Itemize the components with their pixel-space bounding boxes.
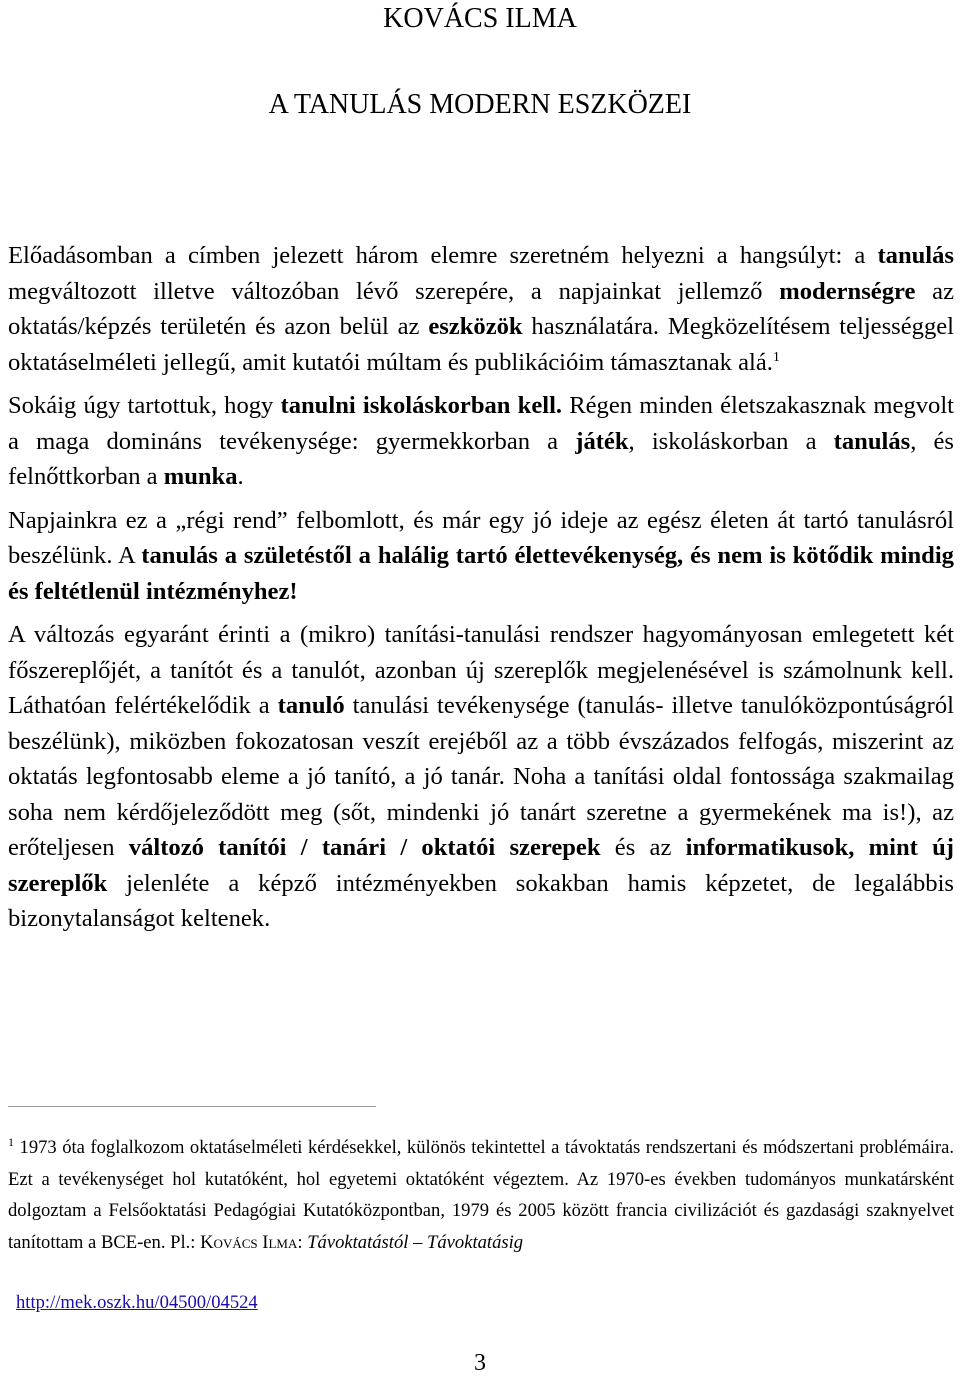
- page-number: 3: [474, 1350, 486, 1376]
- emphasis-tanulas-2: tanulás: [833, 427, 911, 455]
- emphasis-tanulni: tanulni iskoláskorban kell.: [280, 392, 563, 419]
- emphasis-modernseg: modernségre: [779, 277, 916, 305]
- emphasis-szerepek: változó tanítói / tanári / oktatói szerepek: [128, 834, 601, 861]
- emphasis-tanulas: tanulás: [877, 242, 954, 269]
- emphasis-informatikusok: informatikusok, mint új szereplők: [8, 834, 954, 897]
- footnote-divider: [8, 1106, 376, 1107]
- paragraph-life-stages: Sokáig úgy tartottuk, hogy tanulni iskoláskorban kell. Régen minden életszakasznak megvolt a maga domináns tevékenysége: gyermekkorban a játék, iskoláskorban a tanulás, és felnőttkorban a munka.: [8, 392, 955, 490]
- emphasis-lifelong: tanulás a születéstől a halálig tartó élettevékenység, és nem is kötődik mindig és feltétlenül intézményhez!: [8, 542, 954, 605]
- emphasis-eszkozok: eszközök: [428, 313, 523, 340]
- footnote-marker: 1: [8, 1134, 14, 1149]
- footnote: $^1$ 1973 óta foglalkozom oktatáselméleti kérdésekkel, különös tekintettel a távoktatás rendszertani és módszertani problémáira. Ezt a tevékenységet hol kutatóként, hol egyetemi oktatóként végeztem. Az 1970-es években tudományos munkatársként dolgoztam a Felsőoktatási Pedagógiai Kutatóközpontban, 1979 és 2005 között francia civilizációt és gazdasági szaknyelvet tanítottam a BCE-en. Pl.: Kovács Ilma: Távoktatástól – Távoktatásig: [8, 1134, 954, 1253]
- emphasis-jatek: játék: [575, 427, 629, 455]
- document-title: A TANULÁS MODERN ESZKÖZEI: [268, 89, 692, 120]
- body-text: [8, 238, 954, 945]
- footnote-work-title: Távoktatástól – Távoktatásig: [307, 1231, 524, 1253]
- paragraph-roles: A változás egyaránt érinti a (mikro) tanítási-tanulási rendszer hagyományosan emlegetett két főszereplőjét, a tanítót és a tanulót, azonban új szereplők megjelenésével is számolnunk kell. Láthatóan felértékelődik a tanuló tanulási tevékenysége (tanulás- illetve tanulóközpontúságról beszélünk), miközben fokozatosan veszít erejéből az a több évszázados felfogás, miszerint az oktatás legfontosabb eleme a jó tanító, a jó tanár. Noha a tanítási oldal fontossága szakmailag soha nem kérdőjeleződött meg (sőt, mindenki jó tanárt szeretne a gyermekének ma is!), az erőteljesen változó tanítói / tanári / oktatói szerepek és az informatikusok, mint új szereplők jelenléte a képző intézményekben sokakban hamis képzetet, de legalábbis bizonytalanságot keltenek.: [8, 621, 954, 932]
- paragraph-intro: Előadásomban a címben jelezett három elemre szeretném helyezni a hangsúlyt: a tanulás megváltozott illetve változóban lévő szerepére, a napjainkat jellemző modernségre az oktatás/képzés területén és azon belül az eszközök használatára. Megközelítésem teljességgel oktatáselméleti jellegű, amit kutatói múltam és publikációim támasztanak alá.$^1$: [8, 242, 954, 376]
- footnote-link[interactable]: http://mek.oszk.hu/04500/04524: [16, 1292, 258, 1313]
- footnote-author-ref: Kovács Ilma: [200, 1231, 298, 1253]
- footnote-text: 1973 óta foglalkozom oktatáselméleti kérdésekkel, különös tekintettel a távoktatás rendszertani és módszertani problémáira. Ezt a tevékenységet hol kutatóként, hol egyetemi oktatóként végeztem. Az 1970-es években tudományos munkatársként dolgoztam a Felsőoktatási Pedagógiai Kutatóközpontban, 1979 és 2005 között francia civilizációt és gazdasági szaknyelvet tanítottam a BCE-en. Pl.:: [8, 1137, 954, 1253]
- author-name: KOVÁCS ILMA: [383, 3, 577, 34]
- paragraph-lifelong-learning: Napjainkra ez a „régi rend” felbomlott, és már egy jó ideje az egész életen át tartó tanulásról beszélünk. A tanulás a születéstől a halálig tartó élettevékenység, és nem is kötődik mindig és feltétlenül intézményhez!: [8, 506, 954, 605]
- emphasis-tanulo: tanuló: [277, 692, 345, 719]
- footnote-reference[interactable]: 1: [772, 349, 780, 365]
- emphasis-munka: munka: [163, 463, 238, 490]
